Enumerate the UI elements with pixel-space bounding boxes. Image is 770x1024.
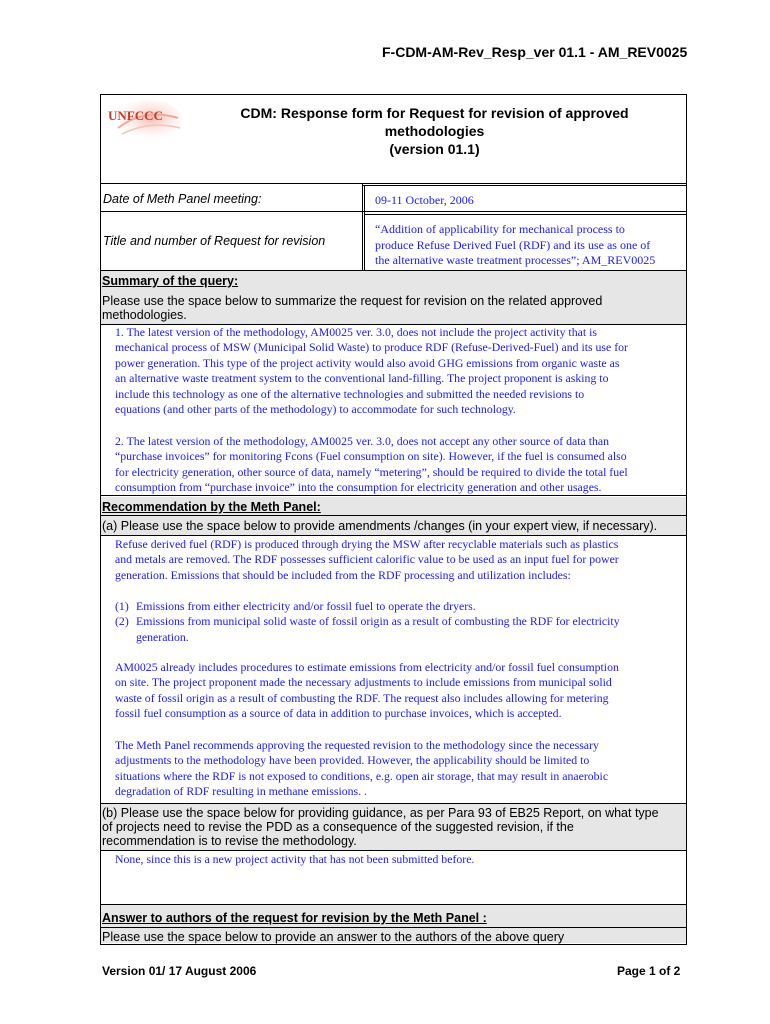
answer-bottom-border (100, 944, 687, 945)
answer-right-border (686, 904, 687, 945)
logo-text: UNFCCC (108, 108, 163, 123)
recommendation-heading-divider (100, 515, 687, 516)
recommendation-a-divider (100, 535, 687, 536)
unfccc-logo (104, 98, 184, 144)
request-title-value: “Addition of applicability for mechanical process to produce Refuse Derived Fuel (RDF) and its use as one of the alternative waste treatment processes”; AM_REV0025 (375, 222, 656, 267)
summary-instruction: Please use the space below to summarize the request for revision on the related approved methodologies. (102, 294, 603, 322)
summary-top-border (100, 270, 687, 271)
footer-version: Version 01/ 17 August 2006 (102, 964, 257, 978)
summary-left-border (100, 270, 101, 496)
list-item: (2) Emissions from municipal solid waste of fossil origin as a result of combusting the RDF for electricity generation. (115, 614, 620, 644)
instruction-b-bottom-border (100, 850, 687, 851)
summary-paragraph-1: 1. The latest version of the methodology, AM0025 ver. 3.0, does not include the project activity that is mechanical process of MSW (Municipal Solid Waste) to produce RDF (Refuse-Derived-Fuel) and its use for power generation. This type of the project activity would also avoid GHG emissions from organic waste as an alternative waste treatment system to the conventional land-filling. The project proponent is asking to include this technology as one of the alternative technologies and submitted the needed revisions to equations (and other parts of the methodology) to accommodate for such technology. (115, 325, 628, 417)
title-box-top-border (100, 94, 687, 95)
title-line-2: methodologies (384, 123, 485, 139)
info-table-left-border (100, 183, 101, 270)
answer-instruction: Please use the space below to provide an answer to the authors of the above query (102, 930, 565, 944)
summary-paragraph-2: 2. The latest version of the methodology, AM0025 ver. 3.0, does not accept any other source of data than “purchase invoices” for monitoring Fcons (Fuel consumption on site). However, if the fuel is consumed also for electricity generation, other source of data, namely “metering”, should be required to divide the total fuel consumption from “purchase invoice” into the consumption for electricity generation and other usages. (115, 434, 628, 495)
recommendation-paragraph-3: The Meth Panel recommends approving the requested revision to the methodology since the necessary adjustments to the methodology have been provided. However, the applicability should be limited to situations where the RDF is not exposed to conditions, e.g. open air storage, that may result in anaerobic degradation of RDF resulting in methane emissions. . (115, 738, 609, 799)
info-table-right-border (686, 183, 687, 270)
footer-page-number: Page 1 of 2 (617, 964, 681, 978)
meeting-date-value: 09-11 October, 2006 (375, 193, 474, 207)
recommendation-heading: Recommendation by the Meth Panel: (102, 500, 321, 514)
recommendation-instruction-a: (a) Please use the space below to provide amendments /changes (in your expert view, if necessary). (102, 519, 658, 533)
summary-heading: Summary of the query: (102, 274, 239, 288)
meeting-row-bottom-border (100, 211, 687, 212)
meeting-value-top-border (362, 185, 687, 186)
recommendation-top-border (100, 495, 687, 496)
instruction-b-top-border (100, 803, 687, 804)
answer-heading-divider (100, 927, 687, 928)
info-table-divider-inner (364, 185, 365, 270)
answer-heading: Answer to authors of the request for revision by the Meth Panel : (102, 911, 487, 925)
recommendation-paragraph-2: AM0025 already includes procedures to estimate emissions from electricity and/or fossil fuel consumption on site. The project proponent made the necessary adjustments to include emissions from municipal solid waste of fossil origin as a result of combusting the RDF. The request also includes allowing for metering fossil fuel consumption as a source of data in addition to purchase invoices, which is accepted. (115, 660, 619, 721)
request-value-top-border (364, 214, 687, 215)
title-line-3: (version 01.1) (389, 141, 480, 157)
recommendation-instruction-b: (b) Please use the space below for providing guidance, as per Para 93 of EB25 Report, on what type of projects need to revise the PDD as a consequence of the suggested revision, if the recommendation is to revise the methodology. (102, 806, 659, 848)
title-box-left-border (100, 94, 101, 184)
request-title-label: Title and number of Request for revision (103, 234, 326, 248)
document-id: F-CDM-AM-Rev_Resp_ver 01.1 - AM_REV0025 (382, 44, 688, 60)
recommendation-answer-b: None, since this is a new project activity that has not been submitted before. (115, 852, 475, 866)
title-line-1: CDM: Response form for Request for revision of approved (240, 105, 629, 121)
info-table-divider (362, 183, 363, 270)
list-item: (1) Emissions from either electricity and/or fossil fuel to operate the dryers. (115, 599, 476, 613)
title-box-right-border (686, 94, 687, 184)
meeting-date-label: Date of Meth Panel meeting: (103, 192, 262, 206)
answer-left-border (100, 904, 101, 945)
emissions-list (115, 599, 687, 645)
recommendation-paragraph-1: Refuse derived fuel (RDF) is produced through drying the MSW after recyclable materials such as plastics and metals are removed. The RDF possesses sufficient calorific value to be used as an input fuel for power generation. Emissions that should be included from the RDF processing and utilization includes: (115, 537, 619, 582)
meeting-row-top-border (100, 183, 687, 184)
page-title (232, 104, 637, 158)
